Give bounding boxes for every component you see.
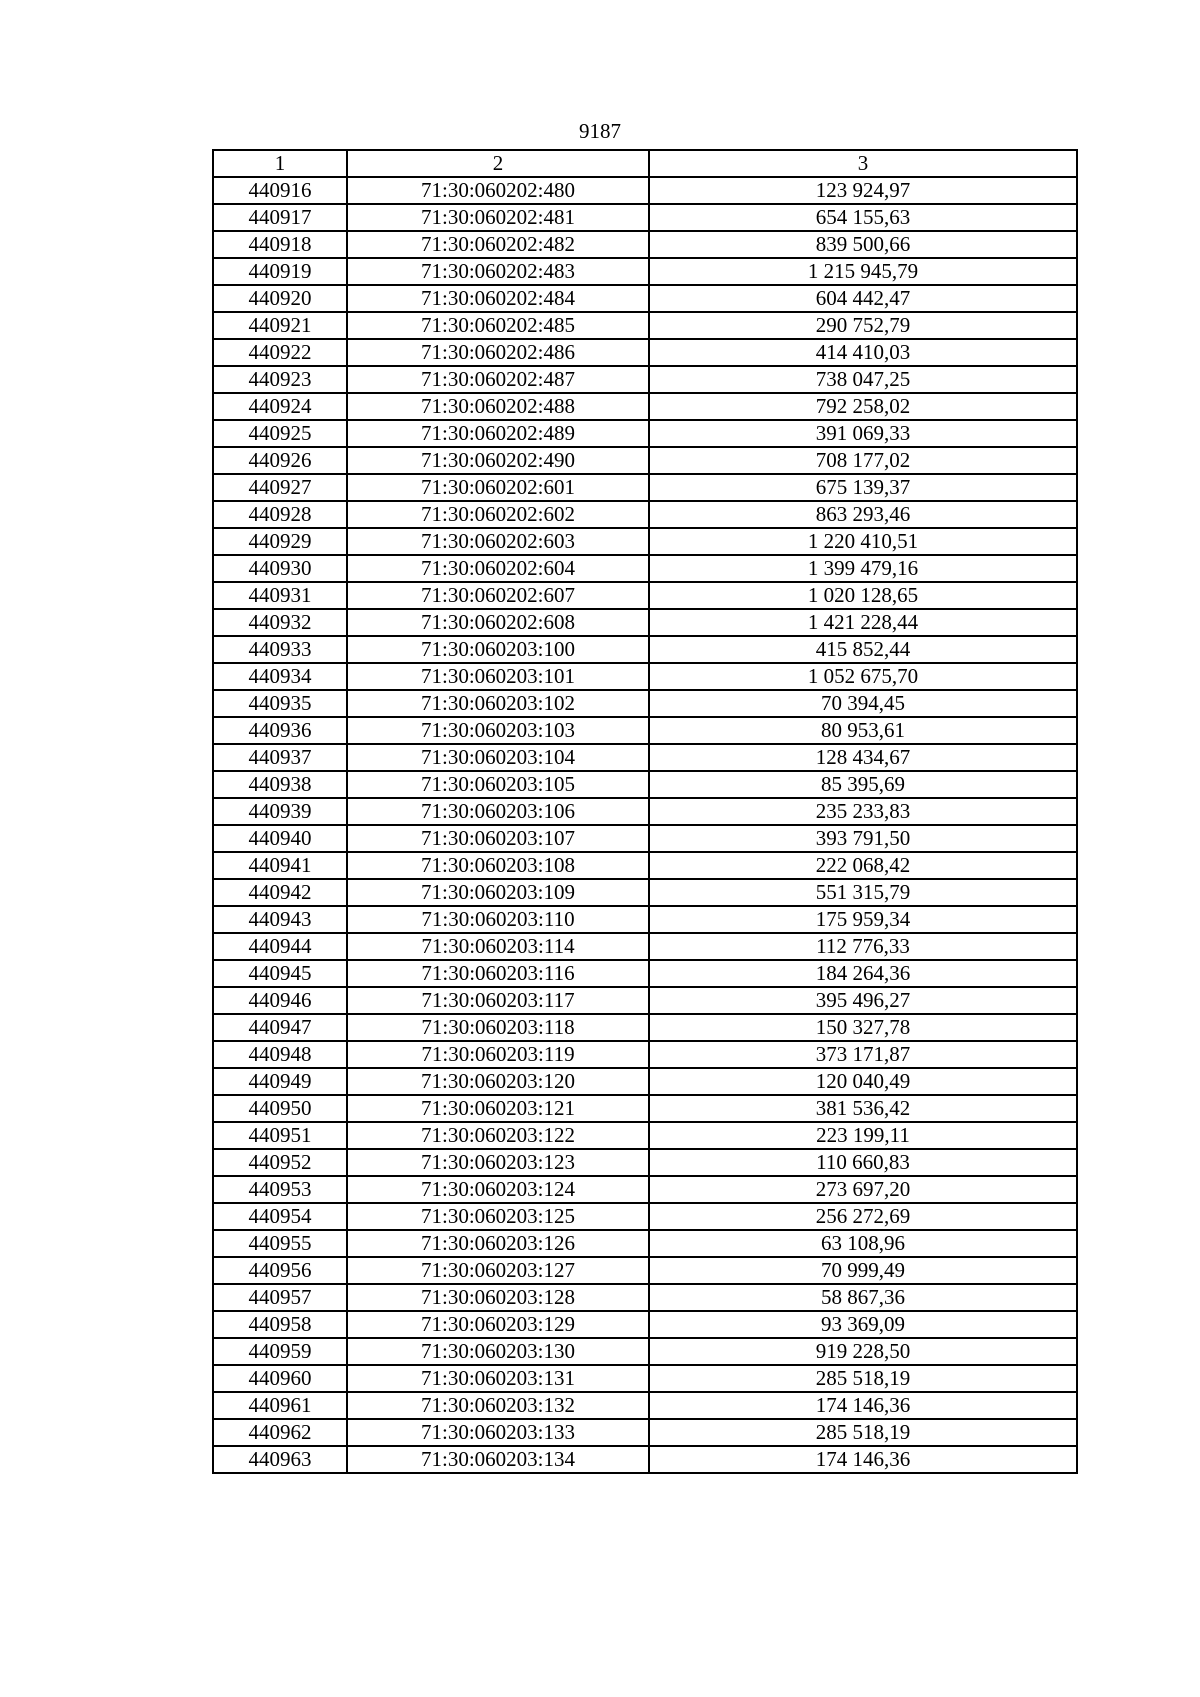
table-header-row bbox=[213, 150, 1077, 177]
value-cell: 604 442,47 bbox=[649, 285, 1077, 312]
row-number-cell: 440939 bbox=[213, 798, 347, 825]
table-row bbox=[213, 582, 1077, 609]
cadastral-number-cell: 71:30:060202:604 bbox=[347, 555, 649, 582]
row-number-cell: 440917 bbox=[213, 204, 347, 231]
table-body bbox=[213, 150, 1077, 1473]
table-row bbox=[213, 1284, 1077, 1311]
value-cell: 395 496,27 bbox=[649, 987, 1077, 1014]
cadastral-number-cell: 71:30:060203:108 bbox=[347, 852, 649, 879]
value-cell: 1 220 410,51 bbox=[649, 528, 1077, 555]
value-cell: 415 852,44 bbox=[649, 636, 1077, 663]
table-row bbox=[213, 636, 1077, 663]
row-number-cell: 440934 bbox=[213, 663, 347, 690]
row-number-cell: 440950 bbox=[213, 1095, 347, 1122]
value-cell: 85 395,69 bbox=[649, 771, 1077, 798]
cadastral-number-cell: 71:30:060203:106 bbox=[347, 798, 649, 825]
value-cell: 175 959,34 bbox=[649, 906, 1077, 933]
row-number-cell: 440931 bbox=[213, 582, 347, 609]
cadastral-number-cell: 71:30:060203:122 bbox=[347, 1122, 649, 1149]
column-header-3: 3 bbox=[649, 150, 1077, 177]
value-cell: 256 272,69 bbox=[649, 1203, 1077, 1230]
row-number-cell: 440933 bbox=[213, 636, 347, 663]
cadastral-number-cell: 71:30:060203:132 bbox=[347, 1392, 649, 1419]
row-number-cell: 440956 bbox=[213, 1257, 347, 1284]
table-row bbox=[213, 879, 1077, 906]
cadastral-number-cell: 71:30:060203:134 bbox=[347, 1446, 649, 1473]
row-number-cell: 440924 bbox=[213, 393, 347, 420]
cadastral-number-cell: 71:30:060203:100 bbox=[347, 636, 649, 663]
table-row bbox=[213, 447, 1077, 474]
table-row bbox=[213, 798, 1077, 825]
cadastral-number-cell: 71:30:060203:120 bbox=[347, 1068, 649, 1095]
row-number-cell: 440949 bbox=[213, 1068, 347, 1095]
table-row bbox=[213, 1203, 1077, 1230]
row-number-cell: 440920 bbox=[213, 285, 347, 312]
table-row bbox=[213, 474, 1077, 501]
table-row bbox=[213, 1338, 1077, 1365]
row-number-cell: 440927 bbox=[213, 474, 347, 501]
value-cell: 70 999,49 bbox=[649, 1257, 1077, 1284]
value-cell: 63 108,96 bbox=[649, 1230, 1077, 1257]
cadastral-number-cell: 71:30:060202:608 bbox=[347, 609, 649, 636]
row-number-cell: 440962 bbox=[213, 1419, 347, 1446]
cadastral-number-cell: 71:30:060202:602 bbox=[347, 501, 649, 528]
row-number-cell: 440921 bbox=[213, 312, 347, 339]
row-number-cell: 440961 bbox=[213, 1392, 347, 1419]
cadastral-number-cell: 71:30:060203:125 bbox=[347, 1203, 649, 1230]
value-cell: 174 146,36 bbox=[649, 1392, 1077, 1419]
row-number-cell: 440919 bbox=[213, 258, 347, 285]
table-row bbox=[213, 690, 1077, 717]
value-cell: 1 215 945,79 bbox=[649, 258, 1077, 285]
value-cell: 112 776,33 bbox=[649, 933, 1077, 960]
row-number-cell: 440958 bbox=[213, 1311, 347, 1338]
cadastral-number-cell: 71:30:060203:118 bbox=[347, 1014, 649, 1041]
value-cell: 1 052 675,70 bbox=[649, 663, 1077, 690]
table-row bbox=[213, 906, 1077, 933]
cadastral-number-cell: 71:30:060202:483 bbox=[347, 258, 649, 285]
value-cell: 235 233,83 bbox=[649, 798, 1077, 825]
table-row bbox=[213, 771, 1077, 798]
row-number-cell: 440948 bbox=[213, 1041, 347, 1068]
value-cell: 381 536,42 bbox=[649, 1095, 1077, 1122]
row-number-cell: 440959 bbox=[213, 1338, 347, 1365]
row-number-cell: 440936 bbox=[213, 717, 347, 744]
row-number-cell: 440955 bbox=[213, 1230, 347, 1257]
row-number-cell: 440945 bbox=[213, 960, 347, 987]
table-row bbox=[213, 1014, 1077, 1041]
table-row bbox=[213, 258, 1077, 285]
table-row bbox=[213, 1230, 1077, 1257]
table-row bbox=[213, 609, 1077, 636]
value-cell: 551 315,79 bbox=[649, 879, 1077, 906]
cadastral-number-cell: 71:30:060203:107 bbox=[347, 825, 649, 852]
row-number-cell: 440957 bbox=[213, 1284, 347, 1311]
value-cell: 839 500,66 bbox=[649, 231, 1077, 258]
cadastral-number-cell: 71:30:060203:114 bbox=[347, 933, 649, 960]
value-cell: 223 199,11 bbox=[649, 1122, 1077, 1149]
column-header-1: 1 bbox=[213, 150, 347, 177]
table-row bbox=[213, 825, 1077, 852]
value-cell: 273 697,20 bbox=[649, 1176, 1077, 1203]
cadastral-number-cell: 71:30:060203:109 bbox=[347, 879, 649, 906]
value-cell: 919 228,50 bbox=[649, 1338, 1077, 1365]
table-row bbox=[213, 852, 1077, 879]
value-cell: 792 258,02 bbox=[649, 393, 1077, 420]
value-cell: 1 020 128,65 bbox=[649, 582, 1077, 609]
row-number-cell: 440952 bbox=[213, 1149, 347, 1176]
value-cell: 863 293,46 bbox=[649, 501, 1077, 528]
cadastral-number-cell: 71:30:060203:128 bbox=[347, 1284, 649, 1311]
table-row bbox=[213, 1392, 1077, 1419]
table-row bbox=[213, 1041, 1077, 1068]
table-row bbox=[213, 231, 1077, 258]
row-number-cell: 440918 bbox=[213, 231, 347, 258]
cadastral-number-cell: 71:30:060203:123 bbox=[347, 1149, 649, 1176]
row-number-cell: 440932 bbox=[213, 609, 347, 636]
cadastral-number-cell: 71:30:060203:104 bbox=[347, 744, 649, 771]
row-number-cell: 440943 bbox=[213, 906, 347, 933]
row-number-cell: 440946 bbox=[213, 987, 347, 1014]
cadastral-number-cell: 71:30:060203:126 bbox=[347, 1230, 649, 1257]
row-number-cell: 440941 bbox=[213, 852, 347, 879]
row-number-cell: 440947 bbox=[213, 1014, 347, 1041]
value-cell: 654 155,63 bbox=[649, 204, 1077, 231]
value-cell: 123 924,97 bbox=[649, 177, 1077, 204]
table-row bbox=[213, 501, 1077, 528]
row-number-cell: 440926 bbox=[213, 447, 347, 474]
cadastral-number-cell: 71:30:060202:601 bbox=[347, 474, 649, 501]
cadastral-number-cell: 71:30:060202:486 bbox=[347, 339, 649, 366]
cadastral-number-cell: 71:30:060202:603 bbox=[347, 528, 649, 555]
cadastral-number-cell: 71:30:060203:110 bbox=[347, 906, 649, 933]
row-number-cell: 440963 bbox=[213, 1446, 347, 1473]
table-row bbox=[213, 1446, 1077, 1473]
value-cell: 393 791,50 bbox=[649, 825, 1077, 852]
value-cell: 128 434,67 bbox=[649, 744, 1077, 771]
cadastral-number-cell: 71:30:060203:130 bbox=[347, 1338, 649, 1365]
row-number-cell: 440953 bbox=[213, 1176, 347, 1203]
table-row bbox=[213, 285, 1077, 312]
cadastral-number-cell: 71:30:060202:480 bbox=[347, 177, 649, 204]
value-cell: 1 399 479,16 bbox=[649, 555, 1077, 582]
value-cell: 93 369,09 bbox=[649, 1311, 1077, 1338]
value-cell: 110 660,83 bbox=[649, 1149, 1077, 1176]
cadastral-number-cell: 71:30:060203:127 bbox=[347, 1257, 649, 1284]
table-row bbox=[213, 1149, 1077, 1176]
table-row bbox=[213, 204, 1077, 231]
value-cell: 80 953,61 bbox=[649, 717, 1077, 744]
cadastral-number-cell: 71:30:060202:484 bbox=[347, 285, 649, 312]
page-number: 9187 bbox=[579, 119, 621, 143]
table-row bbox=[213, 1176, 1077, 1203]
cadastral-number-cell: 71:30:060203:119 bbox=[347, 1041, 649, 1068]
row-number-cell: 440935 bbox=[213, 690, 347, 717]
cadastral-number-cell: 71:30:060203:121 bbox=[347, 1095, 649, 1122]
row-number-cell: 440930 bbox=[213, 555, 347, 582]
value-cell: 391 069,33 bbox=[649, 420, 1077, 447]
table-row bbox=[213, 1311, 1077, 1338]
value-cell: 675 139,37 bbox=[649, 474, 1077, 501]
row-number-cell: 440940 bbox=[213, 825, 347, 852]
cadastral-number-cell: 71:30:060203:131 bbox=[347, 1365, 649, 1392]
table-row bbox=[213, 366, 1077, 393]
cadastral-number-cell: 71:30:060203:117 bbox=[347, 987, 649, 1014]
cadastral-number-cell: 71:30:060202:482 bbox=[347, 231, 649, 258]
row-number-cell: 440951 bbox=[213, 1122, 347, 1149]
value-cell: 738 047,25 bbox=[649, 366, 1077, 393]
row-number-cell: 440937 bbox=[213, 744, 347, 771]
row-number-cell: 440923 bbox=[213, 366, 347, 393]
table-row bbox=[213, 1257, 1077, 1284]
cadastral-number-cell: 71:30:060202:481 bbox=[347, 204, 649, 231]
cadastral-number-cell: 71:30:060203:129 bbox=[347, 1311, 649, 1338]
value-cell: 184 264,36 bbox=[649, 960, 1077, 987]
table-row bbox=[213, 339, 1077, 366]
cadastral-number-cell: 71:30:060202:490 bbox=[347, 447, 649, 474]
table-row bbox=[213, 933, 1077, 960]
cadastral-number-cell: 71:30:060203:124 bbox=[347, 1176, 649, 1203]
cadastral-number-cell: 71:30:060203:101 bbox=[347, 663, 649, 690]
table-row bbox=[213, 1419, 1077, 1446]
cadastral-number-cell: 71:30:060203:102 bbox=[347, 690, 649, 717]
value-cell: 150 327,78 bbox=[649, 1014, 1077, 1041]
table-row bbox=[213, 1122, 1077, 1149]
value-cell: 285 518,19 bbox=[649, 1365, 1077, 1392]
cadastral-number-cell: 71:30:060203:116 bbox=[347, 960, 649, 987]
table-row bbox=[213, 420, 1077, 447]
table-row bbox=[213, 393, 1077, 420]
row-number-cell: 440960 bbox=[213, 1365, 347, 1392]
table-row bbox=[213, 1068, 1077, 1095]
table-row bbox=[213, 1365, 1077, 1392]
value-cell: 70 394,45 bbox=[649, 690, 1077, 717]
cadastral-number-cell: 71:30:060203:105 bbox=[347, 771, 649, 798]
value-cell: 285 518,19 bbox=[649, 1419, 1077, 1446]
table-row bbox=[213, 555, 1077, 582]
row-number-cell: 440925 bbox=[213, 420, 347, 447]
table-row bbox=[213, 177, 1077, 204]
cadastral-number-cell: 71:30:060202:487 bbox=[347, 366, 649, 393]
table-row bbox=[213, 987, 1077, 1014]
table-row bbox=[213, 744, 1077, 771]
cadastral-number-cell: 71:30:060202:607 bbox=[347, 582, 649, 609]
cadastral-number-cell: 71:30:060202:485 bbox=[347, 312, 649, 339]
cadastral-number-cell: 71:30:060202:489 bbox=[347, 420, 649, 447]
row-number-cell: 440942 bbox=[213, 879, 347, 906]
table-row bbox=[213, 717, 1077, 744]
table-row bbox=[213, 663, 1077, 690]
row-number-cell: 440916 bbox=[213, 177, 347, 204]
cadastral-number-cell: 71:30:060203:103 bbox=[347, 717, 649, 744]
row-number-cell: 440922 bbox=[213, 339, 347, 366]
cadastral-number-cell: 71:30:060202:488 bbox=[347, 393, 649, 420]
row-number-cell: 440944 bbox=[213, 933, 347, 960]
value-cell: 120 040,49 bbox=[649, 1068, 1077, 1095]
value-cell: 58 867,36 bbox=[649, 1284, 1077, 1311]
table-row bbox=[213, 1095, 1077, 1122]
value-cell: 373 171,87 bbox=[649, 1041, 1077, 1068]
value-cell: 414 410,03 bbox=[649, 339, 1077, 366]
column-header-2: 2 bbox=[347, 150, 649, 177]
value-cell: 290 752,79 bbox=[649, 312, 1077, 339]
table-row bbox=[213, 960, 1077, 987]
value-cell: 222 068,42 bbox=[649, 852, 1077, 879]
row-number-cell: 440938 bbox=[213, 771, 347, 798]
table-row bbox=[213, 528, 1077, 555]
value-cell: 708 177,02 bbox=[649, 447, 1077, 474]
cadastral-number-cell: 71:30:060203:133 bbox=[347, 1419, 649, 1446]
table-row bbox=[213, 312, 1077, 339]
value-cell: 174 146,36 bbox=[649, 1446, 1077, 1473]
row-number-cell: 440928 bbox=[213, 501, 347, 528]
data-table bbox=[212, 149, 1078, 1474]
row-number-cell: 440929 bbox=[213, 528, 347, 555]
value-cell: 1 421 228,44 bbox=[649, 609, 1077, 636]
row-number-cell: 440954 bbox=[213, 1203, 347, 1230]
